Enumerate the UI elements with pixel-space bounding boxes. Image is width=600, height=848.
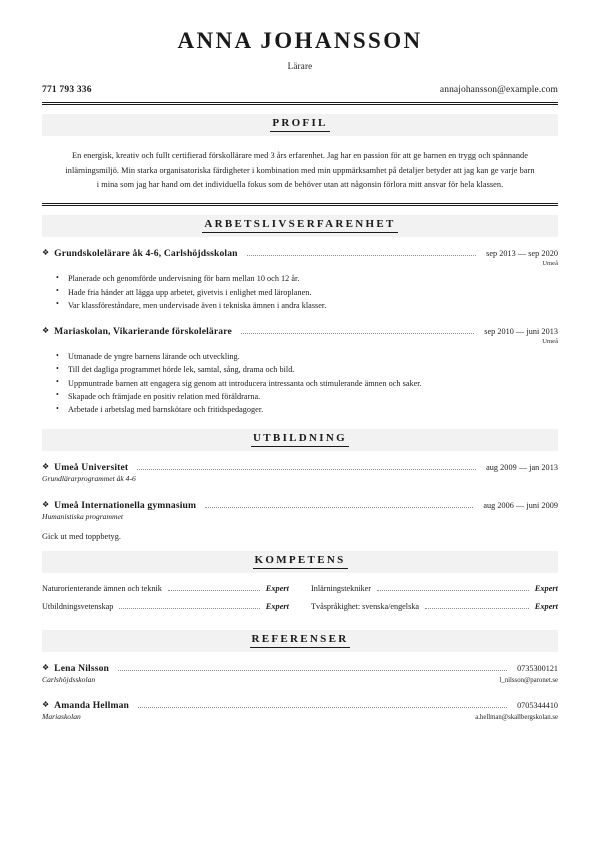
list-item: • Planerade och genomförde undervisning för barn mellan 10 och 12 år. <box>42 272 558 285</box>
skill-name: Naturorienterande ämnen och teknik <box>42 584 162 594</box>
skill-level: Expert <box>265 584 289 594</box>
skill-row <box>311 602 558 620</box>
clover-ornament-icon: ❖ <box>42 500 50 510</box>
clover-ornament-icon: ❖ <box>42 462 50 472</box>
experience-title: Grundskolelärare åk 4-6, Carlshöjdsskolan <box>54 248 238 260</box>
section-band-references <box>42 630 558 652</box>
resume-header <box>42 28 558 105</box>
list-item: • Utmanade de yngre barnens lärande och utveckling. <box>42 350 558 363</box>
leader-dots <box>119 608 259 609</box>
reference-phone: 0735300121 <box>517 664 558 674</box>
list-item: • Skapade och främjade en positiv relation med föräldrarna. <box>42 390 558 403</box>
reference-organization: Carlshöjdsskolan <box>42 675 96 685</box>
clover-ornament-icon: ❖ <box>42 248 50 258</box>
skill-level: Expert <box>534 602 558 612</box>
section-band-experience <box>42 215 558 237</box>
reference-entry-header <box>42 663 558 674</box>
profile-summary-text: En energisk, kreativ och fullt certifierad förskollärare med 3 års erfarenhet. Jag har en passion för att ge barnen en trygg och spännande inlärningsmiljö. Min starka organisatoriska färdigheter i kombination med min uppmärksamhet på detaljer betyder att jag kan ge varje barn i mina som jag har hand om det individuella fokus som de behöver utan att någonsin förlora mitt ansvar för hela klassen. <box>65 151 535 189</box>
list-item: • Var klassföreståndare, men undervisade även i tekniska ämnen i andra klasser. <box>42 299 558 312</box>
section-band-skills <box>42 551 558 573</box>
list-item: • Arbetade i arbetslag med barnskötare och fritidspedagoger. <box>42 403 558 416</box>
list-item: • Hade fria händer att lägga upp arbetet, givetvis i enlighet med läroplanen. <box>42 286 558 299</box>
contact-row <box>42 85 558 95</box>
education-date-range: aug 2009 — jan 2013 <box>486 463 558 473</box>
reference-name: Lena Nilsson <box>54 663 110 675</box>
education-entry-header <box>42 500 558 511</box>
section-title-experience: ARBETSLIVSERFARENHET <box>202 219 397 233</box>
clover-ornament-icon: ❖ <box>42 326 50 336</box>
leader-dots <box>377 590 529 591</box>
clover-ornament-icon: ❖ <box>42 700 50 710</box>
section-title-references: REFERENSER <box>250 634 351 648</box>
skill-row <box>311 584 558 602</box>
contact-email: annajohansson@example.com <box>439 85 558 96</box>
profile-divider <box>42 203 558 206</box>
leader-dots <box>138 707 507 708</box>
experience-date-range: sep 2010 — juni 2013 <box>484 327 558 337</box>
section-title-skills: KOMPETENS <box>253 555 348 569</box>
experience-location: Umeå <box>542 338 558 346</box>
experience-entry-header <box>42 326 558 337</box>
reference-email: a.hellman@skallbergskolan.se <box>475 714 558 722</box>
list-item: • Till det dagliga programmet hörde lek, samtal, sång, drama och bild. <box>42 363 558 376</box>
experience-entry <box>42 326 558 416</box>
education-entry <box>42 462 558 483</box>
education-entry-header <box>42 462 558 473</box>
section-band-profile <box>42 114 558 136</box>
leader-dots <box>168 590 260 591</box>
experience-location: Umeå <box>542 260 558 268</box>
leader-dots <box>118 670 507 671</box>
education-school: Umeå Universitet <box>54 462 129 474</box>
contact-phone: 771 793 336 <box>42 85 92 96</box>
clover-ornament-icon: ❖ <box>42 663 50 673</box>
reference-entry <box>42 700 558 721</box>
skill-level: Expert <box>534 584 558 594</box>
candidate-name: ANNA JOHANSSON <box>177 28 423 53</box>
experience-bullet-list <box>42 350 558 416</box>
reference-email: l_nilsson@paronet.se <box>499 677 558 685</box>
skill-row <box>42 602 289 620</box>
leader-dots <box>205 507 473 508</box>
section-title-profile: PROFIL <box>270 118 329 132</box>
skill-level: Expert <box>265 602 289 612</box>
list-item: • Uppmuntrade barnen att engagera sig genom att introducera intressanta och stimulerande ämnen och saker. <box>42 377 558 390</box>
education-entry <box>42 500 558 521</box>
skills-grid <box>42 584 558 620</box>
skill-row <box>42 584 289 602</box>
reference-entry-header <box>42 700 558 711</box>
experience-entry-header <box>42 248 558 259</box>
reference-entry-footer <box>42 675 558 684</box>
leader-dots <box>247 255 476 256</box>
reference-entry <box>42 663 558 684</box>
reference-phone: 0705344410 <box>517 701 558 711</box>
leader-dots <box>241 333 474 334</box>
education-program: Grundlärarprogrammet åk 4-6 <box>42 474 136 484</box>
leader-dots <box>137 469 476 470</box>
skill-name: Utbildningsvetenskap <box>42 602 114 612</box>
section-title-education: UTBILDNING <box>251 433 349 447</box>
education-school: Umeå Internationella gymnasium <box>54 500 197 512</box>
education-note: Gick ut med toppbetyg. <box>42 532 122 542</box>
experience-entry <box>42 248 558 312</box>
header-divider <box>42 102 558 105</box>
leader-dots <box>425 608 529 609</box>
candidate-job-title: Lärare <box>287 61 313 72</box>
experience-date-range: sep 2013 — sep 2020 <box>486 249 558 259</box>
reference-entry-footer <box>42 712 558 721</box>
experience-bullet-list <box>42 272 558 312</box>
education-date-range: aug 2006 — juni 2009 <box>483 501 558 511</box>
skill-name: Inlärningstekniker <box>311 584 372 594</box>
education-program: Humanistiska programmet <box>42 512 123 522</box>
reference-organization: Mariaskolan <box>42 712 81 722</box>
reference-name: Amanda Hellman <box>54 700 130 712</box>
skill-name: Tvåspråkighet: svenska/engelska <box>311 602 419 612</box>
section-band-education <box>42 429 558 451</box>
experience-title: Mariaskolan, Vikarierande förskolelärare <box>54 326 232 338</box>
